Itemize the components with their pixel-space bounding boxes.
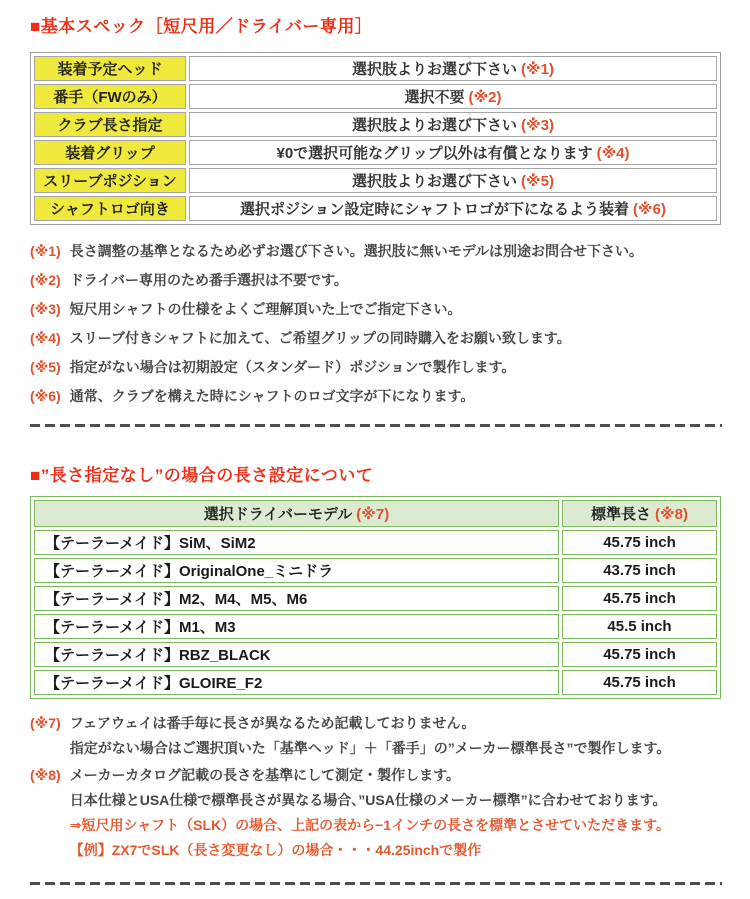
standard-length: 45.75 inch — [562, 670, 717, 695]
note-ref: (※1) — [521, 61, 554, 78]
footnote-text: 日本仕様とUSA仕様で標準長さが異なる場合、”USA仕様のメーカー標準”に合わせております。 — [69, 792, 667, 808]
table-row — [34, 168, 717, 193]
footnote-lines — [70, 763, 670, 863]
footnote-marker: (※2) — [30, 272, 61, 288]
basic-spec-table — [30, 52, 721, 225]
footnote-text: フェアウェイは番手毎に長さが異なるため記載しておりません。 — [69, 715, 476, 731]
section1-title: ■基本スペック［短尺用／ドライバー専用］ — [30, 17, 373, 36]
footnote-marker: (※3) — [30, 301, 61, 317]
model-name: 【テーラーメイド】M1、M3 — [34, 614, 559, 639]
footnote-marker: (※8) — [30, 767, 61, 783]
footnote-text: 短尺用シャフトの仕様をよくご理解頂いた上でご指定下さい。 — [69, 301, 462, 317]
dashed-divider — [30, 424, 722, 427]
model-name: 【テーラーメイド】GLOIRE_F2 — [34, 670, 559, 695]
table-header-row — [34, 500, 717, 527]
table-row — [34, 558, 717, 583]
note-ref: (※7) — [356, 506, 390, 523]
footnote-text: 通常、クラブを構えた時にシャフトのロゴ文字が下になります。 — [69, 388, 475, 404]
spec-label: スリーブポジション — [34, 168, 186, 193]
section2-title: ■”長さ指定なし”の場合の長さ設定について — [30, 466, 374, 485]
spec-value — [189, 140, 717, 165]
table-row — [34, 112, 717, 137]
model-column-header — [34, 500, 559, 527]
spec-value-text: 選択不要 — [404, 89, 465, 106]
spec-label: クラブ長さ指定 — [34, 112, 186, 137]
spec-value-text: 選択ポジション設定時にシャフトロゴが下になるよう装着 — [240, 201, 630, 218]
table-row — [34, 586, 717, 611]
footnote-marker: (※7) — [30, 715, 61, 731]
note-ref: (※5) — [521, 173, 554, 190]
model-name: 【テーラーメイド】OriginalOne_ミニドラ — [34, 558, 559, 583]
table-row — [34, 84, 717, 109]
dashed-divider — [30, 882, 722, 885]
footnote-item — [30, 330, 722, 347]
model-name: 【テーラーメイド】SiM、SiM2 — [34, 530, 559, 555]
footnote-item — [30, 763, 722, 863]
footnote-lines — [70, 711, 671, 761]
table-row — [34, 530, 717, 555]
footnote-marker: (※4) — [30, 330, 61, 346]
spec-value — [189, 168, 717, 193]
header-label: 標準長さ — [591, 506, 652, 523]
spec-value-text: 選択肢よりお選び下さい — [352, 61, 518, 78]
length-column-header — [562, 500, 717, 527]
spec-value-text: 選択肢よりお選び下さい — [352, 173, 518, 190]
note-ref: (※4) — [596, 145, 630, 162]
footnote-marker: (※5) — [30, 359, 61, 375]
footnote-marker: (※1) — [30, 243, 61, 259]
footnote-marker: (※6) — [30, 388, 61, 404]
table-row — [34, 56, 717, 81]
footnote-item — [30, 243, 722, 260]
model-name: 【テーラーメイド】M2、M4、M5、M6 — [34, 586, 559, 611]
header-label: 選択ドライバーモデル — [203, 506, 353, 523]
spec-value — [189, 196, 717, 221]
note-ref: (※6) — [633, 201, 666, 218]
model-name: 【テーラーメイド】RBZ_BLACK — [34, 642, 559, 667]
footnote-text: 指定がない場合はご選択頂いた「基準ヘッド」＋「番手」の”メーカー標準長さ”で製作します。 — [69, 740, 671, 756]
spec-value — [189, 112, 717, 137]
spec-label: シャフトロゴ向き — [34, 196, 186, 221]
spec-label: 装着予定ヘッド — [34, 56, 186, 81]
footnote-text-red: 【例】ZX7でSLK（長さ変更なし）の場合・・・44.25inchで製作 — [69, 842, 482, 858]
spec-label: 番手（FWのみ） — [34, 84, 186, 109]
footnote-item — [30, 272, 722, 289]
table-row — [34, 670, 717, 695]
spec-label: 装着グリップ — [34, 140, 186, 165]
footnote-text: ドライバー専用のため番手選択は不要です。 — [69, 272, 348, 288]
spec-value — [189, 56, 717, 81]
length-setting-table — [30, 496, 721, 699]
note-ref: (※2) — [468, 89, 502, 106]
footnote-item — [30, 711, 722, 761]
footnote-text: メーカーカタログ記載の長さを基準にして測定・製作します。 — [69, 767, 461, 783]
note-ref: (※8) — [655, 506, 688, 523]
footnote-text: 長さ調整の基準となるため必ずお選び下さい。選択肢に無いモデルは別途お問合せ下さい。 — [69, 243, 644, 259]
standard-length: 45.75 inch — [562, 642, 717, 667]
footnote-item — [30, 301, 722, 318]
spec-value-text: ¥0で選択可能なグリップ以外は有償となります — [276, 145, 593, 162]
note-ref: (※3) — [521, 117, 554, 134]
table-row — [34, 196, 717, 221]
footnote-item — [30, 359, 722, 376]
table-row — [34, 614, 717, 639]
table-row — [34, 642, 717, 667]
standard-length: 45.5 inch — [562, 614, 717, 639]
footnotes-list-2 — [30, 711, 722, 863]
spec-value — [189, 84, 717, 109]
footnotes-list-1 — [30, 243, 722, 405]
footnote-text: 指定がない場合は初期設定（スタンダード）ポジションで製作します。 — [69, 359, 516, 375]
standard-length: 45.75 inch — [562, 530, 717, 555]
footnote-text: スリーブ付きシャフトに加えて、ご希望グリップの同時購入をお願い致します。 — [69, 330, 571, 346]
standard-length: 45.75 inch — [562, 586, 717, 611]
spec-value-text: 選択肢よりお選び下さい — [352, 117, 518, 134]
standard-length: 43.75 inch — [562, 558, 717, 583]
footnote-text-red: ⇒短尺用シャフト（SLK）の場合、上記の表から−1インチの長さを標準とさせていただきます。 — [69, 817, 671, 833]
table-row — [34, 140, 717, 165]
footnote-item — [30, 388, 722, 405]
